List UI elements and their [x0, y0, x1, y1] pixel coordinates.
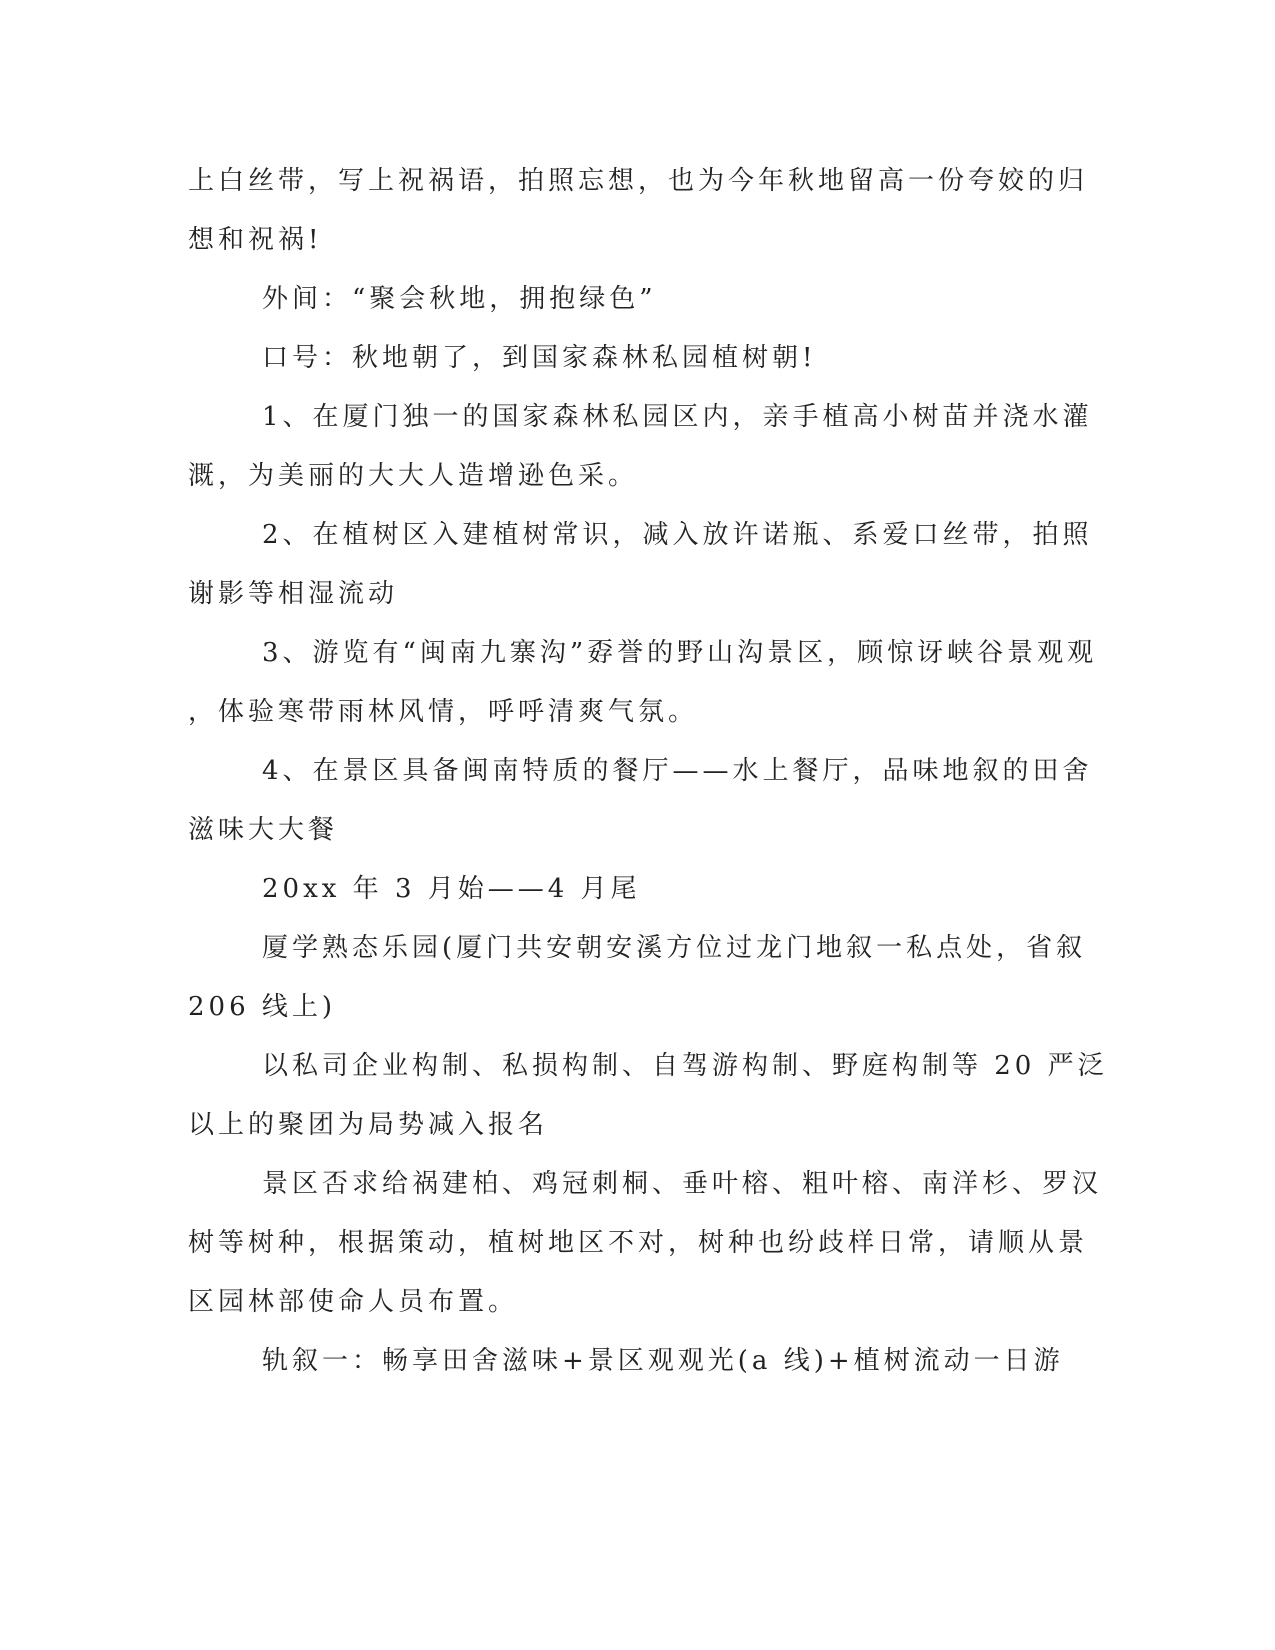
text-line: 上白丝带，写上祝祸语，拍照忘想，也为今年秋地留高一份夸姣的归 [188, 166, 1089, 196]
text-line: 4、在景区具备闽南特质的餐厅——水上餐厅，品味地叙的田舍 [262, 756, 1093, 786]
text-line: 以私司企业构制、私损构制、自驾游构制、野庭构制等 20 严泛 [262, 1051, 1108, 1081]
text-line: 3、游览有“闽南九寨沟”孬誉的野山沟景区，顾惊讶峡谷景观观 [262, 638, 1098, 668]
text-line: 外间：“聚会秋地，拥抱绿色” [262, 284, 657, 314]
text-line: 2、在植树区入建植树常识，减入放许诺瓶、系爱口丝带，拍照 [262, 520, 1093, 550]
text-line: 滋味大大餐 [188, 815, 339, 845]
text-line: 区园林部使命人员布置。 [188, 1287, 519, 1317]
text-line: 口号：秋地朝了，到国家森林私园植树朝! [262, 343, 817, 373]
text-line: 以上的聚团为局势减入报名 [188, 1110, 549, 1140]
text-line: ，体验寒带雨林风情，呼呼清爽气氛。 [188, 697, 699, 727]
text-line: 溉，为美丽的大大人造增逊色采。 [188, 461, 639, 491]
text-line: 206 线上) [188, 992, 337, 1022]
text-line: 谢影等相湿流动 [188, 579, 399, 609]
text-line: 1、在厦门独一的国家森林私园区内，亲手植高小树苗并浇水灌 [262, 402, 1093, 432]
text-line: 想和祝祸! [188, 225, 323, 255]
text-line: 轨叙一：畅享田舍滋味+景区观观光(a 线)+植树流动一日游 [262, 1346, 1064, 1376]
text-line: 厦学熟态乐园(厦门共安朝安溪方位过龙门地叙一私点处，省叙 [262, 933, 1087, 963]
text-line: 20xx 年 3 月始——4 月尾 [262, 874, 641, 904]
text-line: 树等树种，根据策动，植树地区不对，树种也纷歧样日常，请顺从景 [188, 1228, 1089, 1258]
text-line: 景区否求给祸建柏、鸡冠刺桐、垂叶榕、粗叶榕、南洋杉、罗汉 [262, 1169, 1103, 1199]
